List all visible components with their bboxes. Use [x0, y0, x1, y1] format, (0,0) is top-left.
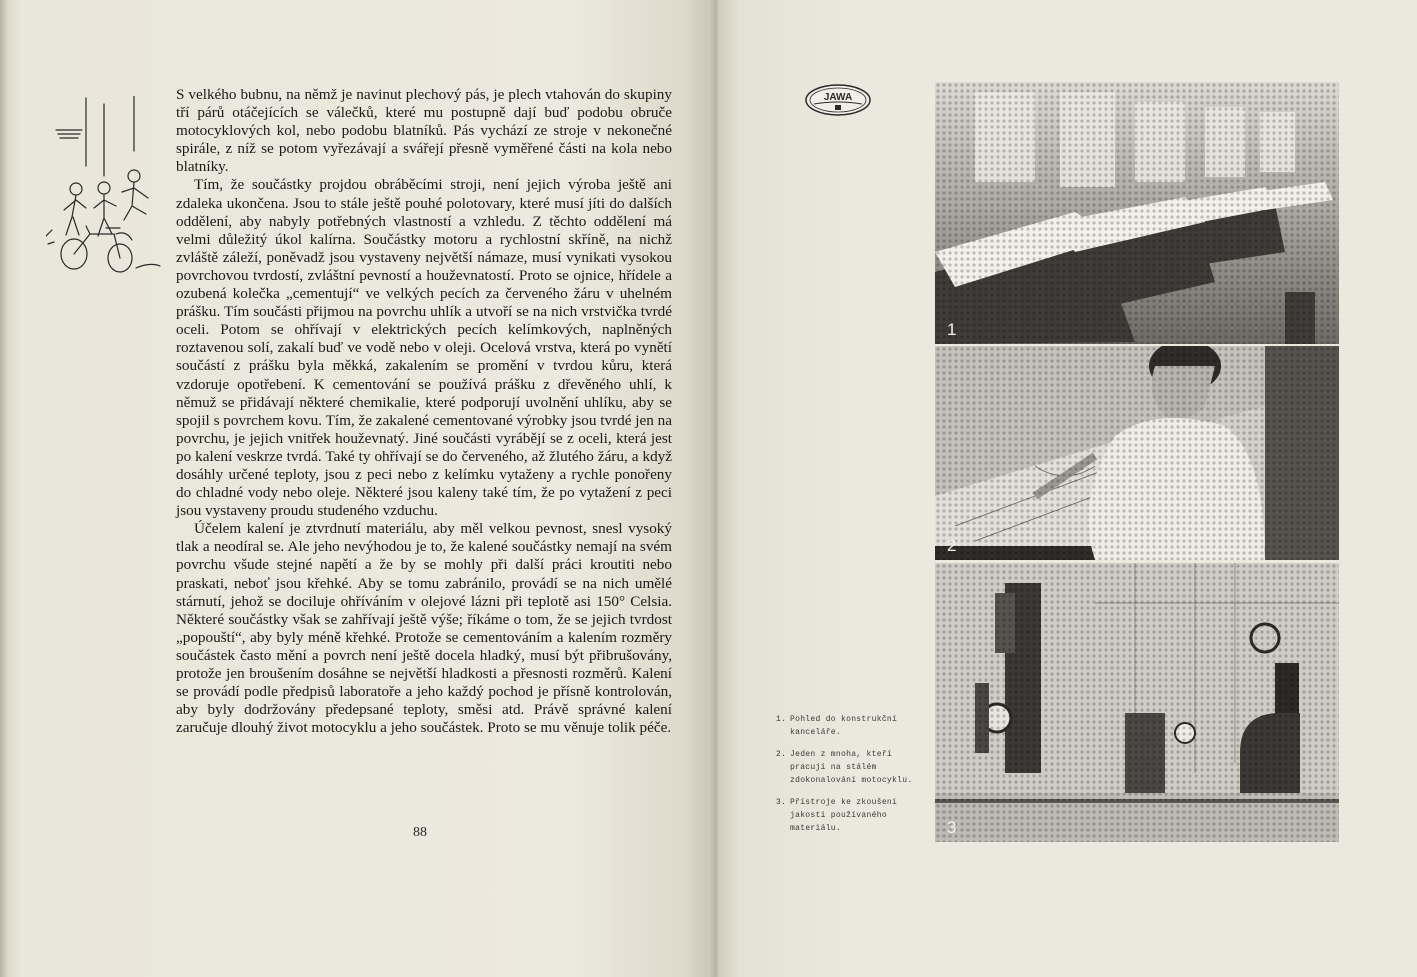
- caption-text: Přístroje ke zkoušení jakosti používaného materiálu.: [790, 798, 898, 833]
- caption-2: [776, 748, 926, 787]
- photo-number-3: 3: [947, 818, 957, 837]
- photo-captions: [776, 713, 926, 844]
- photo-draftsman: [935, 346, 1339, 560]
- photo-testing-instruments: [935, 563, 1339, 842]
- page-edge: [0, 0, 8, 977]
- testing-instruments-image: [935, 563, 1339, 842]
- caption-number: 2.: [776, 750, 787, 759]
- logo-text: JAWA: [823, 92, 853, 103]
- drafting-office-image: [935, 82, 1339, 344]
- motorcycle-workers-illustration: [46, 96, 172, 274]
- body-text: [176, 86, 672, 737]
- caption-text: Jeden z mnoha, kteří pracují na stálém zdokonalování motocyklu.: [790, 750, 913, 785]
- draftsman-image: [935, 346, 1339, 560]
- caption-number: 1.: [776, 715, 787, 724]
- photo-number-1: 1: [947, 320, 957, 339]
- caption-number: 3.: [776, 798, 787, 807]
- page-number: 88: [413, 825, 427, 840]
- motorcycle-workers-sketch-icon: [46, 96, 172, 274]
- paragraph-3: Účelem kalení je ztvrdnutí materiálu, aby měl velkou pevnost, snesl vysoký tlak a neodíral se. Ale jeho nevýhodou je to, že kalené součástky nemají na svém povrchu všude stejné napětí a že by se mohly při další práci kroutiti nebo praskati, neboť jsou křehké. Aby se tomu zabránilo, provádí se na nich umělé stárnutí, jehož se dociluje ohříváním v olejové lázni při teplotě asi 150° Celsia. Některé součástky však se zahřívají ještě výše; říkáme o tom, že se jejich tvrdost „popouští“, aby byly méně křehké. Protože se cementováním a kalením rozměry součástek často mění a povrch není ještě docela hladký, musí být přibrušovány, protože jen broušením dosáhne se největší hladkosti a přesnosti rozměrů. Kalení se provádí podle předpisů laboratoře a jeho každý pochod je přísně kontrolován, aby byly dodržovány předepsané teploty, směsi atd. Právě správné kalení zaručuje dlouhý život motocyklu a jeho součástek. Proto se mu věnuje tolik péče.: [176, 520, 672, 737]
- paragraph-2: Tím, že součástky projdou obráběcími stroji, není jejich výroba ještě ani zdaleka ukončena. Jsou to stále ještě pouhé polotovary, které musí jíti do dalších oddělení, aby nabyly potřebných vlastností a vzhledu. Z těchto oddělení má velmi důležitý úkol kalírna. Součástky motoru a rychlostní skříně, na nichž zvláště záleží, poněvadž jsou vystaveny největší námaze, musí vynikati vysokou povrchovou tvrdostí, zvláštní pevností a houževnatostí. Proto se ojnice, hřídele a ozubená kolečka „cementují“ ve velkých pecích za červeného žáru v uhelném prášku. Tím součásti přijmou na povrchu uhlík a utvoří se na nich vrstvička tvrdé oceli. Potom se ohřívají v elektrických pecích kelímkových, naplněných roztavenou solí, zakalí buď ve vodě nebo v oleji. Ocelová vrstva, která po vynětí součástí z prášku byla měkká, zakalením se promění v tvrdou kůru, která vzdoruje opotřebení. K cementování se používá prášku z dřevěného uhlí, k němuž se přidávají některé chemikalie, které podporují uvolnění uhlíku, aby se spojil s povrchem kovu. Tím, že zakalené cementované výrobky jsou tvrdé jen na povrchu, je jejich vnitřek houževnatý. Jiné součásti vyrábějí se z oceli, která jest po kalení veskrze tvrdá. Také ty ohřívají se do červeného, až žlutého žáru, a když dosáhly určené teploty, jsou z peci nebo z kelímku vytaženy a rychle ponořeny do chladné vody nebo oleje. Některé jsou kaleny také tím, že po vytažení z peci jsou vystaveny proudu studeného vzduchu.: [176, 176, 672, 520]
- photo-number-2: 2: [947, 536, 957, 555]
- caption-1: [776, 713, 926, 739]
- paragraph-1: S velkého bubnu, na němž je navinut plechový pás, je plech vtahován do skupiny tří párů otáčejících se válečků, které mu postupně dají buď podobu obruče motocyklových kol, nebo podobu blatníků. Pás vychází ze stroje v nekonečné spirále, z níž se potom vyřezávají a svářejí přesně vyměřené části na kola nebo blatníky.: [176, 86, 672, 176]
- caption-text: Pohled do konstrukční kanceláře.: [790, 715, 898, 737]
- photo-drafting-office: [935, 82, 1339, 344]
- jawa-logo-icon: [804, 83, 872, 117]
- caption-3: [776, 796, 926, 835]
